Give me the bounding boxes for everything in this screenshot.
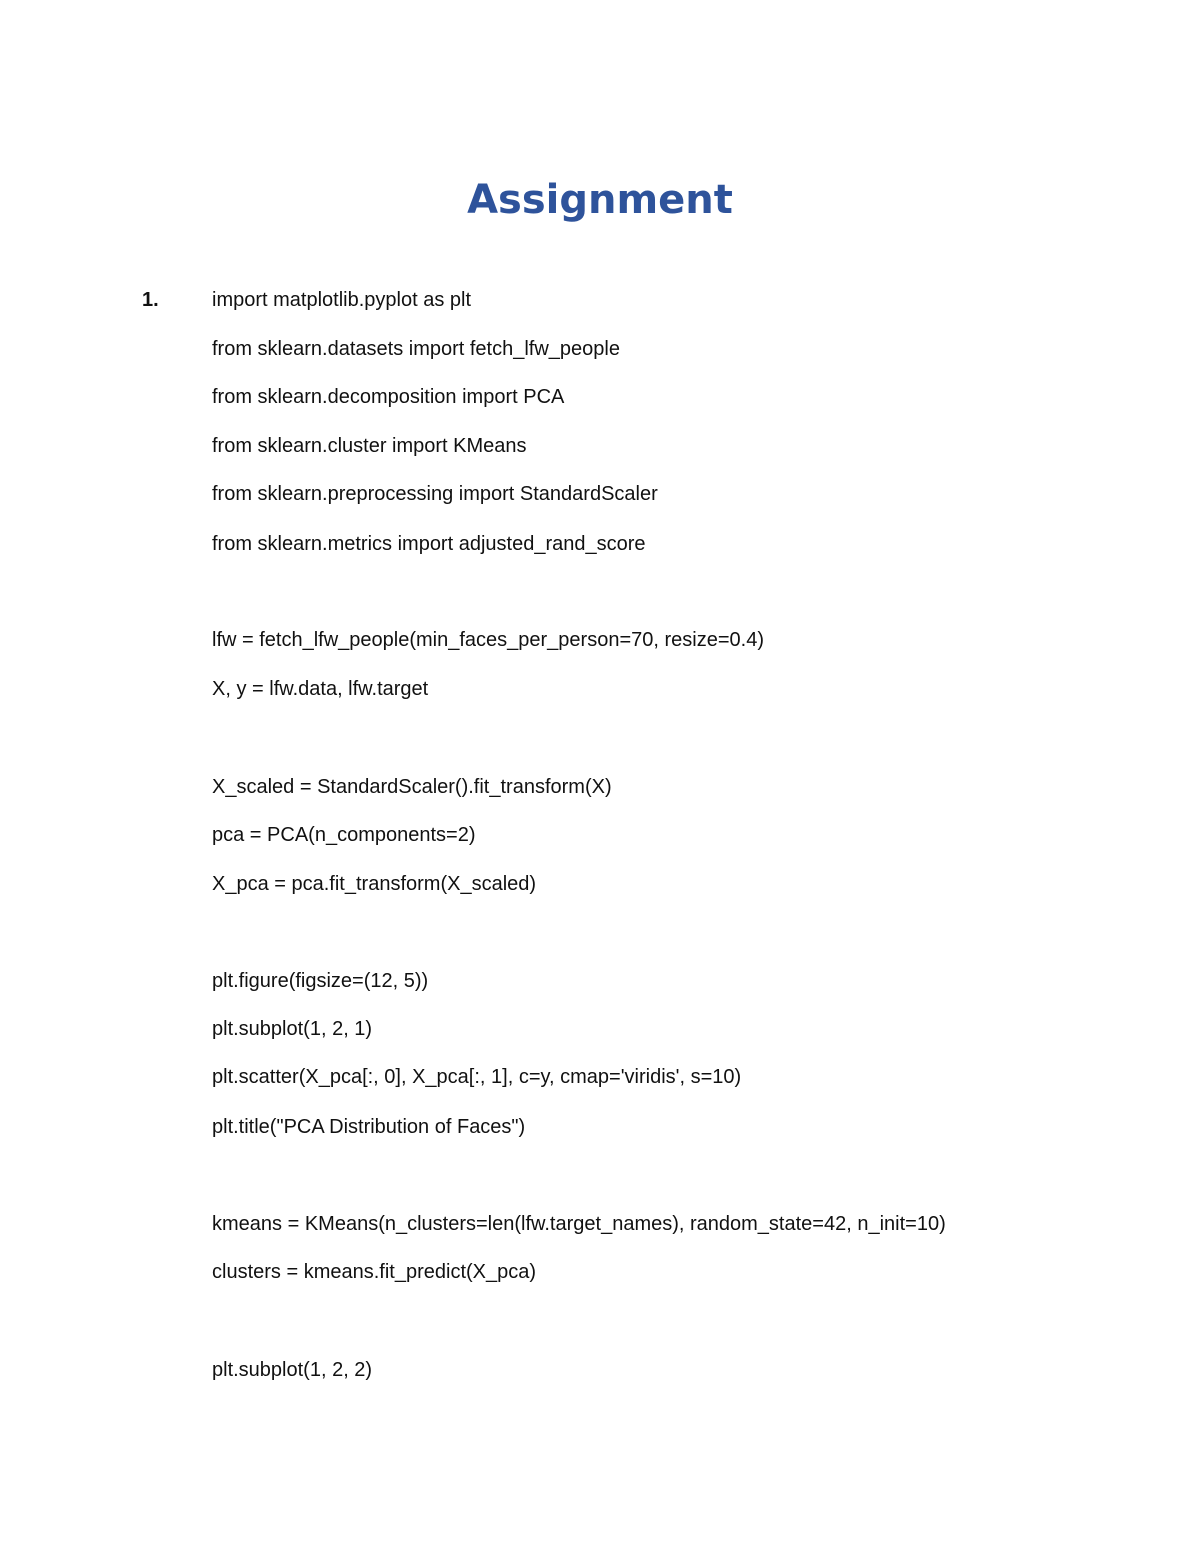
code-line: plt.title("PCA Distribution of Faces")	[212, 1116, 526, 1138]
code-line: X, y = lfw.data, lfw.target	[212, 678, 429, 700]
code-line: X_pca = pca.fit_transform(X_scaled)	[212, 873, 537, 895]
code-line: from sklearn.datasets import fetch_lfw_people	[212, 338, 620, 360]
code-line: X_scaled = StandardScaler().fit_transform(X)	[212, 776, 612, 798]
code-line: clusters = kmeans.fit_predict(X_pca)	[212, 1261, 537, 1283]
code-line: from sklearn.decomposition import PCA	[212, 386, 565, 408]
document-title: Assignment	[467, 177, 733, 223]
code-line: plt.scatter(X_pca[:, 0], X_pca[:, 1], c=y, cmap='viridis', s=10)	[212, 1066, 742, 1088]
code-line: from sklearn.preprocessing import StandardScaler	[212, 483, 658, 505]
code-line: import matplotlib.pyplot as plt	[212, 289, 472, 311]
code-line: from sklearn.metrics import adjusted_rand_score	[212, 533, 646, 555]
code-line: plt.subplot(1, 2, 1)	[212, 1018, 373, 1040]
code-line: pca = PCA(n_components=2)	[212, 824, 476, 846]
code-line: lfw = fetch_lfw_people(min_faces_per_person=70, resize=0.4)	[212, 629, 764, 651]
list-item-number: 1.	[142, 289, 159, 311]
code-line: plt.subplot(1, 2, 2)	[212, 1359, 373, 1381]
code-line: plt.figure(figsize=(12, 5))	[212, 970, 429, 992]
code-line: kmeans = KMeans(n_clusters=len(lfw.target_names), random_state=42, n_init=10)	[212, 1213, 946, 1235]
code-line: from sklearn.cluster import KMeans	[212, 435, 527, 457]
